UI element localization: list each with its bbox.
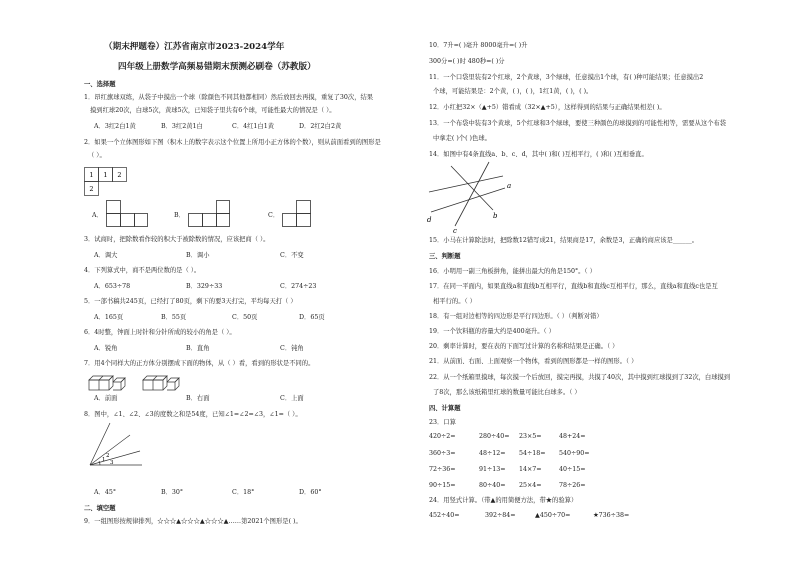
line-label: d [427, 216, 432, 224]
q4-stem: 4．下列算式中，商不是两位数的是（ ）。 [84, 267, 201, 274]
q12-stem: 12．小红把32×（▲+5）错看成（32×▲+5），这样得到的结果与正确结果相差( )。 [429, 104, 666, 111]
calc-item: 54÷18= [519, 450, 546, 457]
q24-item: ▲450÷70= [535, 512, 571, 519]
calc-item: 90÷15= [429, 482, 456, 489]
grid-cell-label: 2 [89, 185, 94, 193]
q6-option: B．直角 [186, 345, 210, 352]
q15-stem: 15．小马在计算除法时，把除数12错写成21，结果商是17，余数是3，正确的商应该是______。 [429, 237, 699, 244]
q4-option: B．329÷33 [186, 283, 223, 290]
cube-figures [87, 372, 187, 392]
q7-stem: 7．用4个同样大的正方体分别摆成下面的物体，从（ ）看，看到的形状是不同的。 [84, 360, 315, 367]
q1-option: B．3红2黄1白 [161, 123, 203, 130]
angle-label: 2 [106, 453, 110, 459]
q10-line1: 10．7升=( )毫升 8000毫升=( )升 [429, 42, 528, 49]
q1-line2: 摸到红球20次，白球5次，黄球5次，已知袋子里共有6个球，可能性最大的情况是（ ）。 [90, 107, 336, 114]
section-fill-blank: 二、填空题 [84, 505, 116, 512]
calc-item: 420÷2= [429, 433, 456, 440]
q1-option: C．4红1白1黄 [232, 123, 275, 130]
q19-stem: 19．一个饮料瓶的容量大约是400毫升。（ ） [429, 328, 555, 335]
q22-line2: 了8次，那么该纸箱里红球的数量可能比白球多。（ ） [433, 389, 581, 396]
q5-stem: 5．一部书稿共245页，已经打了80页，剩下的要3天打完，平均每天打（ ） [84, 298, 297, 305]
grid-cell-label: 1 [103, 171, 108, 179]
q3-option: C．不变 [280, 252, 304, 259]
right-page [397, 0, 794, 562]
q2-line1: 2．如果一个立体图形如下图（积木上的数字表示这个位置上所用小正方体的个数），则从前面看到的图形是 [84, 139, 381, 146]
q2-option-b: B． [174, 212, 185, 219]
q18-stem: 18．有一组对边相等的四边形是平行四边形。（ ）（判断对错） [429, 313, 603, 320]
shape-option-b [188, 199, 230, 227]
q24-item: ★736÷38= [593, 512, 630, 519]
q9-stem: 9．一组图形按规律排列，☆☆☆▲☆☆☆▲☆☆☆▲……第2021个图形是( )。 [84, 518, 302, 525]
q6-option: C．钝角 [280, 345, 304, 352]
q8-stem: 8．图中，∠1、∠2、∠3的度数之和是54度，已知∠1=∠2=∠3，∠1=（ ）。 [84, 411, 302, 418]
q23-stem: 23．口算 [429, 419, 456, 426]
q2-option-a: A． [92, 212, 103, 219]
q10-line2: 300分=( )时 480秒=( )分 [429, 58, 505, 65]
q3-option: A．调大 [94, 252, 118, 259]
q21-stem: 21．从前面、右面、上面观察一个物体，看到的图形都是一样的图形。（ ） [429, 358, 638, 365]
calc-item: 360÷3= [429, 450, 456, 457]
q3-stem: 3．试商时，把除数看作较的积大于被除数的情况，应该把商（ ）。 [84, 236, 270, 243]
calc-item: 80÷40= [479, 482, 506, 489]
calc-item: 40÷15= [559, 466, 586, 473]
q13-line1: 13．一个布袋中装有3个黄球，5个红球和3个绿球，要使三种颜色的球摸到的可能性相等，需要从这个布袋 [429, 120, 727, 127]
q16-stem: 16．小明用一副三角板拼角，能拼出最大的角是150°。（ ） [429, 268, 596, 275]
calc-item: 540÷90= [559, 450, 590, 457]
calc-item: 91÷13= [479, 466, 506, 473]
q6-option: A．锐角 [94, 345, 118, 352]
q24-stem: 24．用竖式计算。（带▲的用简便方法，带★的验算） [429, 497, 578, 504]
section-choice: 一、选择题 [84, 81, 116, 88]
q8-option: B．30° [161, 489, 184, 496]
grid-cell-label: 1 [89, 171, 94, 179]
calc-item: 25×4= [519, 482, 542, 489]
q11-line1: 11．一个口袋里装有2个红球，2个黄球，3个绿球，任意摸出1个球，有( )种可能结果；任意摸出2 [429, 74, 704, 81]
line-label: a [507, 182, 512, 190]
q5-option: A．165页 [94, 314, 124, 321]
page-title-line1: （期末押题卷）江苏省南京市2023-2024学年 [104, 42, 285, 52]
q24-item: 392÷84= [485, 512, 516, 519]
q7-option: B．右面 [186, 395, 210, 402]
calc-item: 78÷26= [559, 482, 586, 489]
q24-item: 452÷40= [429, 512, 460, 519]
q7-option: C．上面 [280, 395, 304, 402]
section-calc: 四、计算题 [429, 405, 461, 412]
q5-option: D．65页 [299, 314, 325, 321]
q8-option: A．45° [94, 489, 117, 496]
line-label: b [493, 212, 498, 220]
q4-option: C．274÷23 [280, 283, 317, 290]
q13-line2: 中拿走( )个( )色球。 [433, 135, 491, 142]
section-judge: 三、判断题 [429, 253, 461, 260]
calc-item: 14×7= [519, 466, 542, 473]
q17-line2: 相平行的。（ ） [433, 298, 476, 305]
calc-item: 23×5= [519, 433, 542, 440]
q4-option: A．653÷78 [94, 283, 131, 290]
q14-stem: 14．如图中有4条直线a、b、c、d，其中( )和( )互相平行，( )和( )互相垂直。 [429, 151, 648, 158]
q20-stem: 20．剩率计算时，要在表的下面写过计算的名称和结果是正确。（ ） [429, 343, 619, 350]
q1-option: A．3红2白1黄 [94, 123, 136, 130]
shape-option-a [106, 199, 148, 227]
q5-option: B．55页 [161, 314, 187, 321]
q3-option: B．调小 [186, 252, 210, 259]
q1-option: D．2红2白2黄 [299, 123, 342, 130]
q1-line1: 1．昂红旗球双练，从袋子中摸出一个球（除颜色不同其他都相同）然后放回去再摸，重复了30次，结果 [84, 94, 374, 101]
shape-option-c [282, 199, 312, 227]
q8-option: D．60° [299, 489, 322, 496]
angle-figure [86, 421, 146, 469]
calc-item: 48÷12= [479, 450, 506, 457]
q5-option: C．50页 [232, 314, 258, 321]
q2-option-c: C． [268, 212, 280, 219]
q11-line2: 个球，可能结果是：2个黄，( )，( )，1红1黄，( )，( )。 [433, 88, 593, 95]
q7-option: A．前面 [94, 395, 118, 402]
q22-line1: 22．从一个纸箱里摸球，每次摸一个后放回，摸完再摸，共摸了40次，其中摸到红球摸到了32次，白球摸到 [429, 374, 731, 381]
q8-option: C．18° [232, 489, 255, 496]
calc-item: 72÷36= [429, 466, 456, 473]
page-title-line2: 四年级上册数学高频易错期末预测必刷卷（苏教版） [118, 62, 316, 72]
calc-item: 280÷40= [479, 433, 510, 440]
q6-stem: 6．4时整，钟面上时针和分针所成的较小的角是（ ）。 [84, 329, 236, 336]
grid-cell-label: 2 [117, 171, 122, 179]
four-lines-figure [427, 160, 517, 235]
q17-line1: 17．在同一平面内，如果直线a和直线b互相平行，直线b和直线c互相平行，那么，直线a和直线c也是互 [429, 283, 718, 290]
q2-line2: （ ）。 [88, 152, 106, 159]
angle-label: 1 [102, 457, 106, 463]
line-label: c [453, 227, 457, 235]
top-view-grid-figure [84, 167, 134, 201]
angle-label: 3 [110, 460, 114, 466]
calc-item: 48+24= [559, 433, 586, 440]
